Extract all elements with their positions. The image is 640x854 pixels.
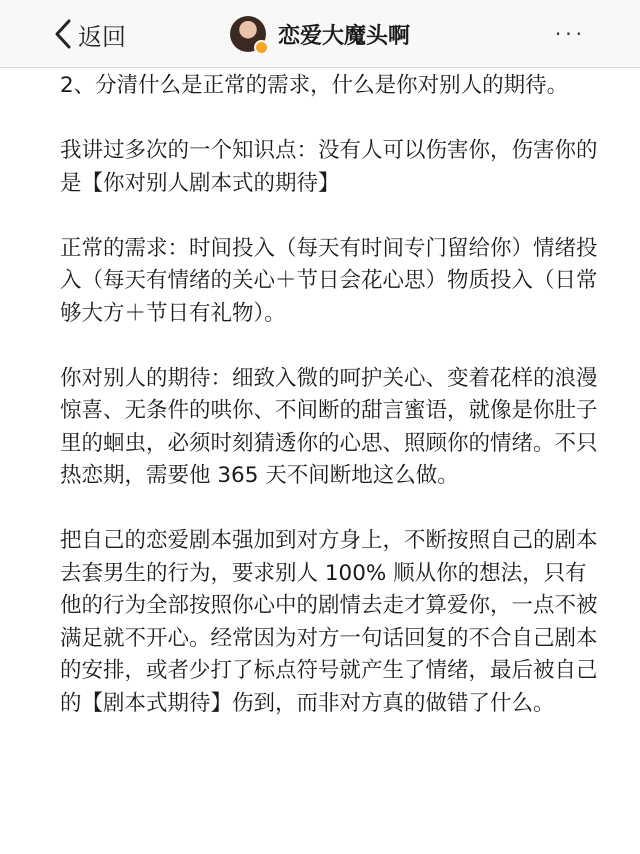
verified-badge-icon [254, 40, 269, 55]
article-paragraph: 把自己的恋爱剧本强加到对方身上，不断按照自己的剧本去套男生的行为，要求别人 100% 顺从你的想法，只有他的行为全部按照你心中的剧情去走才算爱你，一点不被满足就不开心。经常因为对方一句话回复的不合自己剧本的安排，或者少打了标点符号就产生了情绪，最后被自己的【剧本式期待】伤到，而非对方真的做错了什么。 [60, 528, 598, 716]
article-body [60, 70, 600, 753]
back-label: 返回 [78, 22, 126, 51]
article-paragraph: 正常的需求：时间投入（每天有时间专门留给你）情绪投入（每天有情绪的关心＋节日会花心思）物质投入（日常够大方＋节日有礼物）。 [60, 235, 598, 326]
avatar[interactable] [230, 16, 266, 52]
article-paragraph: 我讲过多次的一个知识点：没有人可以伤害你，伤害你的是【你对别人剧本式的期待】 [60, 138, 598, 196]
back-button[interactable] [54, 12, 126, 56]
top-nav-bar [0, 0, 640, 68]
page-title: 恋爱大魔头啊 [277, 23, 411, 49]
article-paragraph: 你对别人的期待：细致入微的呵护关心、变着花样的浪漫惊喜、无条件的哄你、不间断的甜言蜜语，就像是你肚子里的蛔虫，必须时刻猜透你的心思、照顾你的情绪。不只热恋期，需要他 365 天不间断地这么做。 [60, 365, 598, 488]
more-options-icon[interactable]: ··· [554, 22, 586, 46]
nav-title-group[interactable] [230, 12, 410, 56]
chevron-left-icon [54, 19, 72, 49]
article-paragraph: 2、分清什么是正常的需求，什么是你对别人的期待。 [60, 73, 569, 98]
